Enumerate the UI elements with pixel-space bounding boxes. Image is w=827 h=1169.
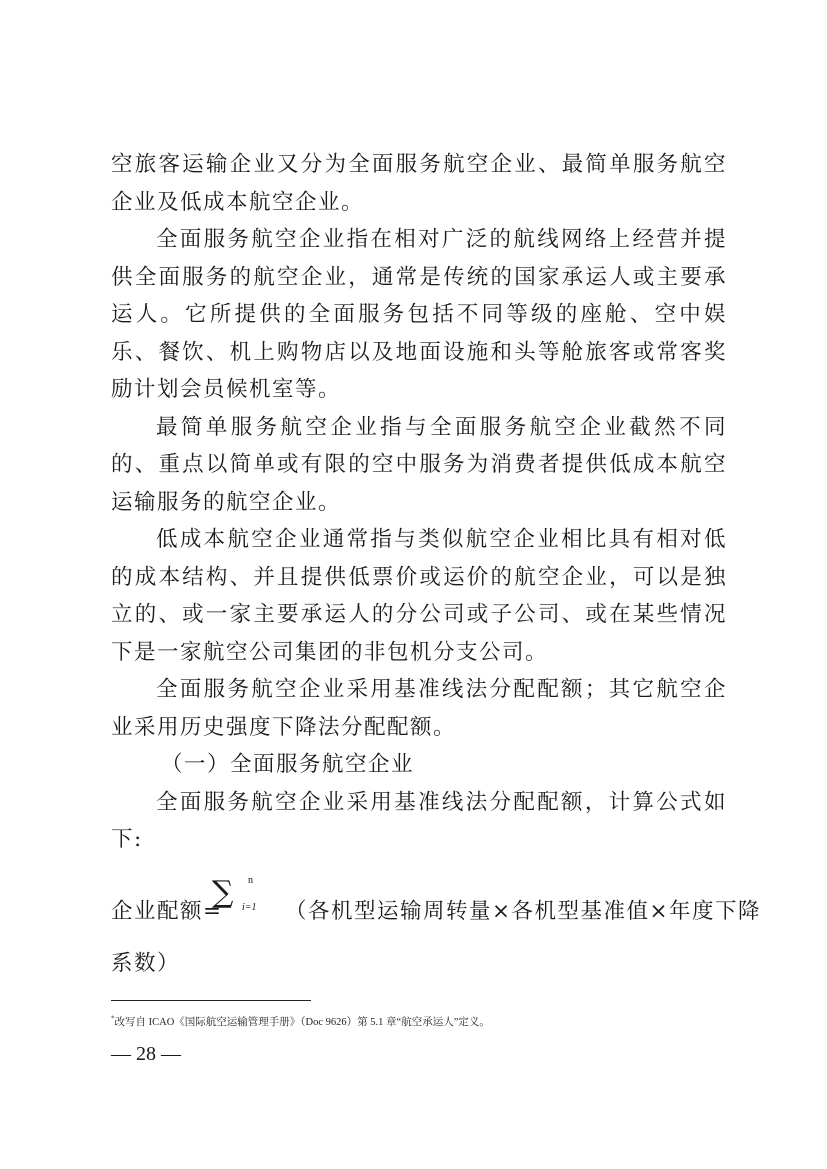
footnote-text: 改写自 ICAO《国际航空运输管理手册》（Doc 9626）第 5.1 章“航空承运人”定义。 (114, 1017, 490, 1028)
footnote-divider (111, 1000, 311, 1001)
quota-formula (111, 865, 762, 931)
page-number: — 28 — (111, 1043, 181, 1065)
footnote (111, 1014, 490, 1029)
sigma-lower-limit: i=1 (242, 901, 257, 913)
formula-intro: 全面服务航空企业采用基准线法分配配额，计算公式如下: (111, 789, 727, 852)
sigma-symbol: ∑ (212, 874, 235, 910)
paragraph-low-cost: 低成本航空企业通常指与类似航空企业相比具有相对低的成本结构、并且提供低票价或运价的航空企业，可以是独立的、或一家主要承运人的分公司或子公司、或在某些情况下是一家航空公司集团的非包机分支公司。 (111, 527, 727, 665)
footnote-marker: * (111, 1014, 115, 1023)
paragraph-minimal-service: 最简单服务航空企业指与全面服务航空企业截然不同的、重点以简单或有限的空中服务为消费者提供低成本航空运输服务的航空企业。 (111, 414, 727, 515)
formula-body: （各机型运输周转量×各机型基准值×年度下降 (285, 898, 762, 924)
formula-label: 企业配额= (111, 898, 223, 924)
paragraph-1: 空旅客运输企业又分为全面服务航空企业、最简单服务航空企业及低成本航空企业。 (111, 152, 727, 215)
paragraph-full-service: 全面服务航空企业指在相对广泛的航线网络上经营并提供全面服务的航空企业，通常是传统的国家承运人或主要承运人。它所提供的全面服务包括不同等级的座舱、空中娱乐、餐饮、机上购物店以及地面设施和头等舱旅客或常客奖励计划会员候机室等。 (111, 227, 727, 402)
formula-continuation: 系数） (111, 950, 181, 976)
section-heading: （一）全面服务航空企业 (161, 752, 415, 777)
sigma-upper-limit: n (248, 874, 255, 886)
document-body (111, 146, 762, 982)
paragraph-allocation-methods: 全面服务航空企业采用基准线法分配配额；其它航空企业采用历史强度下降法分配配额。 (111, 677, 727, 740)
